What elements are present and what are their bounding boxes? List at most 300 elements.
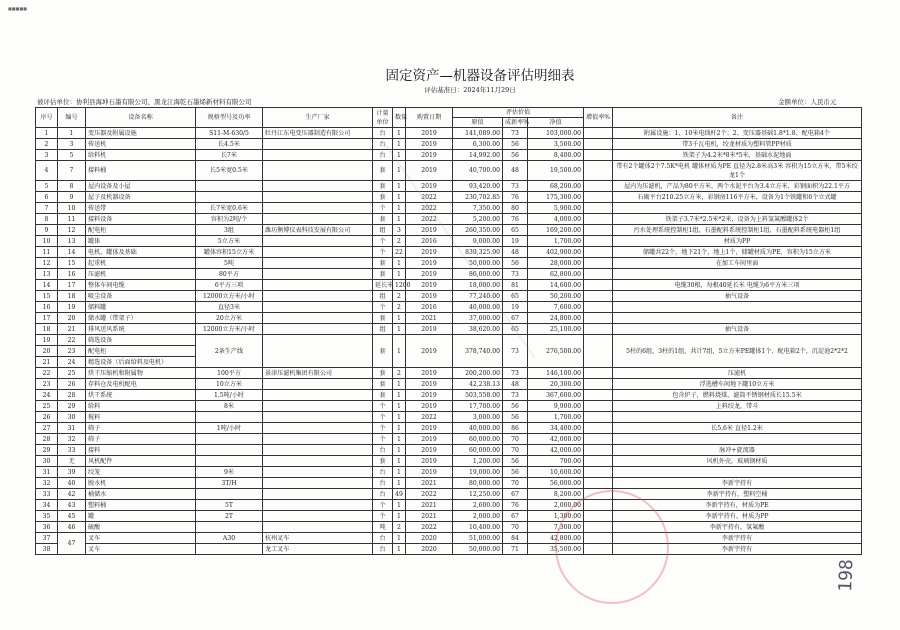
cell-seq: 26	[36, 412, 58, 423]
cell-original-value: 9,000.00	[453, 236, 503, 247]
header-maker: 生产厂家	[263, 108, 373, 128]
cell-date: 2021	[406, 313, 453, 324]
cell-name: 脱水机	[86, 478, 196, 489]
cell-code: 39	[58, 467, 86, 478]
cell-newness-rate: 48	[503, 161, 528, 181]
cell-maker	[263, 236, 373, 247]
cell-unit: 个	[373, 247, 393, 258]
cell-original-value: 40,700.00	[453, 161, 503, 181]
cell-remark: 电缆30根，每根40延长米 电缆为6平方米三项	[613, 280, 862, 291]
cell-name: 罐体	[86, 236, 196, 247]
cell-increase-rate	[584, 390, 613, 401]
cell-newness-rate: 76	[503, 214, 528, 225]
cell-original-value: 2,600.00	[453, 500, 503, 511]
cell-remark	[613, 467, 862, 478]
cell-date: 2022	[406, 203, 453, 214]
cell-remark: 储罐共22个，地下21个，地上1个，储罐材质为PE，容积为15立方米	[613, 247, 862, 258]
cell-remark: 上料绞龙，带斗	[613, 401, 862, 412]
cell-newness-rate: 70	[503, 445, 528, 456]
cell-net-value: 4,000.00	[528, 214, 584, 225]
cell-code: 33	[58, 445, 86, 456]
cell-code: 43	[58, 500, 86, 511]
cell-newness-rate: 67	[503, 511, 528, 522]
cell-increase-rate	[584, 368, 613, 379]
cell-original-value: 50,000.00	[453, 544, 503, 555]
cell-seq: 15	[36, 291, 58, 302]
cell-date: 2019	[406, 379, 453, 390]
cell-name: 罐	[86, 511, 196, 522]
table-row	[36, 302, 862, 313]
table-row	[36, 401, 862, 412]
cell-qty: 1	[393, 214, 406, 225]
cell-name: 风机配件	[86, 456, 196, 467]
cell-unit: 套	[373, 368, 393, 379]
cell-newness-rate: 76	[503, 192, 528, 203]
cell-code: 25	[58, 368, 86, 379]
cell-unit: 台	[373, 544, 393, 555]
cell-qty: 1	[393, 456, 406, 467]
header-increase-rate: 增值率%	[584, 108, 613, 128]
cell-code: 15	[58, 258, 86, 269]
cell-unit: 个	[373, 500, 393, 511]
cell-spec: 长7米	[196, 150, 263, 161]
cell-unit: 台	[373, 489, 393, 500]
cell-net-value: 367,600.00	[528, 390, 584, 401]
cell-original-value: 7,350.00	[453, 203, 503, 214]
cell-date: 2022	[406, 192, 453, 203]
cell-name: 筛子	[86, 434, 196, 445]
cell-original-value: 503,558.00	[453, 390, 503, 401]
cell-newness-rate: 73	[503, 269, 528, 280]
cell-unit: 台	[373, 139, 393, 150]
cell-increase-rate	[584, 467, 613, 478]
cell-code: 3	[58, 139, 86, 150]
cell-spec: 12000立方米/小时	[196, 291, 263, 302]
cell-increase-rate	[584, 335, 613, 368]
cell-spec: 1吨/小时	[196, 423, 263, 434]
table-row	[36, 161, 862, 181]
red-seal-stamp	[555, 490, 669, 604]
cell-spec	[196, 445, 263, 456]
table-row	[36, 324, 862, 335]
cell-spec	[196, 434, 263, 445]
cell-newness-rate: 56	[503, 150, 528, 161]
cell-remark: 李新宇持有	[613, 533, 862, 544]
cell-qty: 2	[393, 236, 406, 247]
cell-remark: 李新宇持有，塑料空桶	[613, 489, 862, 500]
cell-date: 2016	[406, 236, 453, 247]
cell-code: 19	[58, 302, 86, 313]
cell-newness-rate: 70	[503, 522, 528, 533]
cell-net-value: 28,000.00	[528, 258, 584, 269]
cell-maker	[263, 192, 373, 203]
cell-spec: 1.5吨/小时	[196, 390, 263, 401]
table-row	[36, 412, 862, 423]
cell-qty: 1	[393, 269, 406, 280]
cell-net-value: 2,000.00	[528, 500, 584, 511]
cell-increase-rate	[584, 324, 613, 335]
cell-code: 17	[58, 280, 86, 291]
cell-net-value: 42,000.00	[528, 445, 584, 456]
cell-net-value: 9,900.00	[528, 401, 584, 412]
cell-date: 2019	[406, 128, 453, 139]
cell-date: 2019	[406, 324, 453, 335]
cell-seq: 20	[36, 346, 58, 357]
cell-code: 5	[58, 150, 86, 161]
cell-unit: 套	[373, 161, 393, 181]
cell-net-value: 7,300.00	[528, 522, 584, 533]
cell-name: 筛子	[86, 423, 196, 434]
header-value-group: 评估价值	[453, 108, 584, 118]
cell-date: 2019	[406, 390, 453, 401]
cell-code: 42	[58, 489, 86, 500]
cell-date: 2019	[406, 269, 453, 280]
cell-increase-rate	[584, 269, 613, 280]
cell-qty: 1	[393, 139, 406, 150]
cell-newness-rate: 76	[503, 500, 528, 511]
table-row	[36, 280, 862, 291]
cell-seq: 32	[36, 478, 58, 489]
cell-remark: 5柱的6组，3柱的1组，共计7组，5立方米PE罐体1个、配电箱2个，沉淀池2*2*2	[613, 335, 862, 368]
cell-maker	[263, 434, 373, 445]
cell-original-value: 37,000.00	[453, 313, 503, 324]
cell-newness-rate: 70	[503, 434, 528, 445]
cell-spec: 6平方三项	[196, 280, 263, 291]
table-row	[36, 533, 862, 544]
cell-net-value: 25,100.00	[528, 324, 584, 335]
table-row	[36, 456, 862, 467]
cell-remark: 在加工车间里面	[613, 258, 862, 269]
cell-unit: 台	[373, 445, 393, 456]
cell-seq: 21	[36, 357, 58, 368]
cell-qty: 1	[393, 313, 406, 324]
cell-newness-rate: 73	[503, 128, 528, 139]
cell-unit: 个	[373, 423, 393, 434]
cell-increase-rate	[584, 478, 613, 489]
cell-net-value: 50,200.00	[528, 291, 584, 302]
cell-remark	[613, 434, 862, 445]
cell-unit: 个	[373, 401, 393, 412]
cell-unit: 套	[373, 456, 393, 467]
cell-date: 2021	[406, 500, 453, 511]
cell-code: 9	[58, 192, 86, 203]
cell-increase-rate	[584, 280, 613, 291]
cell-name: 硫酸	[86, 522, 196, 533]
cell-remark	[613, 302, 862, 313]
cell-increase-rate	[584, 139, 613, 150]
cell-qty: 1	[393, 445, 406, 456]
cell-maker	[263, 456, 373, 467]
cell-remark: 附属设施：1、10米电线杆2个；2、变压器基础1.8*1.8、配电箱4个	[613, 128, 862, 139]
cell-date: 2019	[406, 247, 453, 258]
cell-date: 2019	[406, 423, 453, 434]
cell-code: 14	[58, 247, 86, 258]
cell-newness-rate: 73	[503, 390, 528, 401]
cell-qty: 1	[393, 181, 406, 192]
cell-seq: 36	[36, 522, 58, 533]
cell-unit: 组	[373, 291, 393, 302]
header-qty: 数量	[393, 108, 406, 128]
cell-maker	[263, 302, 373, 313]
table-row	[36, 313, 862, 324]
cell-spec: 罐体容积15立方米	[196, 247, 263, 258]
cell-name: 筛选设备	[86, 335, 196, 346]
cell-seq: 19	[36, 335, 58, 346]
cell-date: 2019	[406, 401, 453, 412]
cell-spec: 3T/H	[196, 478, 263, 489]
cell-remark: 李新宇持有，材质为PE	[613, 500, 862, 511]
cell-original-value: 378,740.00	[453, 335, 503, 368]
cell-remark: 李新宇持有，氢氟酸	[613, 522, 862, 533]
cell-seq: 13	[36, 269, 58, 280]
cell-newness-rate: 56	[503, 467, 528, 478]
cell-seq: 11	[36, 247, 58, 258]
cell-net-value: 42,800.00	[528, 533, 584, 544]
cell-qty: 1	[393, 335, 406, 368]
cell-original-value: 2,000.00	[453, 511, 503, 522]
cell-spec	[196, 412, 263, 423]
cell-name: 传送机	[86, 139, 196, 150]
cell-code: 11	[58, 214, 86, 225]
cell-code: 8	[58, 181, 86, 192]
cell-net-value: 62,800.00	[528, 269, 584, 280]
cell-original-value: 230,702.85	[453, 192, 503, 203]
cell-increase-rate	[584, 214, 613, 225]
cell-remark: 污水处理系统控制柜1组，石墨配料系统控制柜1组，石墨配料系统电器柜1组	[613, 225, 862, 236]
cell-qty: 2	[393, 302, 406, 313]
cell-increase-rate	[584, 258, 613, 269]
cell-date: 2019	[406, 445, 453, 456]
header-seq: 序号	[36, 108, 58, 128]
cell-unit: 套	[373, 335, 393, 368]
table-row	[36, 489, 862, 500]
table-row	[36, 214, 862, 225]
cell-maker	[263, 150, 373, 161]
cell-newness-rate: 19	[503, 236, 528, 247]
cell-spec: 5立方米	[196, 236, 263, 247]
cell-newness-rate: 67	[503, 489, 528, 500]
cell-maker	[263, 390, 373, 401]
handwritten-page-number: 198	[835, 558, 858, 593]
cell-original-value: 260,350.00	[453, 225, 503, 236]
cell-remark: 长5.6米 直径1.2米	[613, 423, 862, 434]
cell-unit: 个	[373, 203, 393, 214]
cell-newness-rate: 86	[503, 423, 528, 434]
cell-qty: 1	[393, 434, 406, 445]
cell-increase-rate	[584, 302, 613, 313]
cell-remark: 抽气设备	[613, 291, 862, 302]
cell-seq: 29	[36, 445, 58, 456]
cell-net-value: 175,300.00	[528, 192, 584, 203]
cell-date: 2022	[406, 489, 453, 500]
cell-newness-rate: 56	[503, 139, 528, 150]
cell-increase-rate	[584, 434, 613, 445]
cell-newness-rate: 65	[503, 225, 528, 236]
cell-qty: 1	[393, 500, 406, 511]
cell-spec	[196, 489, 263, 500]
cell-qty: 1	[393, 478, 406, 489]
cell-original-value: 200,200.00	[453, 368, 503, 379]
cell-name: 变压器及附属设施	[86, 128, 196, 139]
cell-spec: 2条生产线	[196, 335, 263, 368]
cell-maker	[263, 181, 373, 192]
cell-original-value: 40,000.00	[453, 423, 503, 434]
cell-code: 24	[58, 357, 86, 368]
cell-increase-rate	[584, 150, 613, 161]
cell-name: 屋子及机器设备	[86, 192, 196, 203]
cell-qty: 1	[393, 324, 406, 335]
cell-maker	[263, 214, 373, 225]
cell-name: 叉车	[86, 544, 196, 555]
cell-maker	[263, 139, 373, 150]
cell-code: 21	[58, 324, 86, 335]
cell-code: 22	[58, 335, 86, 346]
cell-seq: 28	[36, 434, 58, 445]
cell-date: 2021	[406, 478, 453, 489]
cell-unit: 台	[373, 467, 393, 478]
cell-qty: 2	[393, 291, 406, 302]
cell-seq: 17	[36, 313, 58, 324]
cell-qty: 1	[393, 412, 406, 423]
cell-remark: 脉冲+旋流器	[613, 445, 862, 456]
cell-spec	[196, 522, 263, 533]
cell-remark	[613, 313, 862, 324]
cell-date: 2019	[406, 150, 453, 161]
cell-remark: 铁架子3.7米*2.5米*2米，设备为上料氢氟酸罐体2个	[613, 214, 862, 225]
cell-remark	[613, 269, 862, 280]
cell-qty: 1	[393, 533, 406, 544]
table-row	[36, 192, 862, 203]
cell-qty: 22	[393, 247, 406, 258]
header-net-value: 净值	[528, 118, 584, 128]
cell-unit: 套	[373, 181, 393, 192]
cell-remark: 抽气设备	[613, 324, 862, 335]
cell-remark: 材质为PP	[613, 236, 862, 247]
header-newness-rate: 成新率%	[503, 118, 528, 128]
cell-net-value: 42,000.00	[528, 434, 584, 445]
cell-seq: 6	[36, 192, 58, 203]
cell-name: 排风送风系统	[86, 324, 196, 335]
cell-spec: 3组	[196, 225, 263, 236]
cell-seq: 5	[36, 181, 58, 192]
cell-original-value: 40,000.00	[453, 302, 503, 313]
cell-newness-rate: 48	[503, 247, 528, 258]
cell-name: 精选设备（后面给料及电机）	[86, 357, 196, 368]
cell-seq: 37	[36, 533, 58, 544]
cell-unit: 套	[373, 379, 393, 390]
cell-date: 2020	[406, 533, 453, 544]
cell-name: 起重机	[86, 258, 196, 269]
cell-code: 20	[58, 313, 86, 324]
cell-original-value: 18,000.00	[453, 280, 503, 291]
cell-original-value: 93,420.00	[453, 181, 503, 192]
cell-net-value: 8,400.00	[528, 150, 584, 161]
table-row	[36, 390, 862, 401]
cell-net-value: 5,900.00	[528, 203, 584, 214]
cell-net-value: 24,800.00	[528, 313, 584, 324]
table-row	[36, 203, 862, 214]
cell-date: 2019	[406, 161, 453, 181]
table-row	[36, 368, 862, 379]
cell-maker	[263, 379, 373, 390]
cell-qty: 1	[393, 423, 406, 434]
cell-qty: 1	[393, 128, 406, 139]
cell-date: 2019	[406, 368, 453, 379]
cell-newness-rate: 65	[503, 291, 528, 302]
cell-remark: 石砌平台210.25立方米，彩钢房116平方米，设备为1个铁罐和6个立式罐	[613, 192, 862, 203]
cell-name: 存料仓及电机配电	[86, 379, 196, 390]
cell-maker	[263, 489, 373, 500]
cell-increase-rate	[584, 247, 613, 258]
cell-net-value: 19,500.00	[528, 161, 584, 181]
cell-date: 2019	[406, 225, 453, 236]
cell-qty: 1	[393, 544, 406, 555]
cell-unit: 套	[373, 269, 393, 280]
cell-spec: 长4.5米	[196, 139, 263, 150]
cell-spec: 5吨	[196, 258, 263, 269]
cell-qty: 1200	[393, 280, 406, 291]
cell-net-value: 169,200.00	[528, 225, 584, 236]
cell-increase-rate	[584, 128, 613, 139]
cell-increase-rate	[584, 401, 613, 412]
cell-maker	[263, 522, 373, 533]
cell-seq: 23	[36, 379, 58, 390]
cell-maker	[263, 478, 373, 489]
cell-seq: 31	[36, 467, 58, 478]
cell-qty: 1	[393, 511, 406, 522]
cell-code: 45	[58, 511, 86, 522]
cell-name: 整体车间电缆	[86, 280, 196, 291]
cell-unit: 台	[373, 128, 393, 139]
table-row	[36, 467, 862, 478]
cell-date: 2019	[406, 181, 453, 192]
table-row	[36, 478, 862, 489]
header-code: 编号	[58, 108, 86, 128]
cell-maker: 龙工叉车	[263, 544, 373, 555]
cell-seq: 30	[36, 456, 58, 467]
cell-net-value: 7,600.00	[528, 302, 584, 313]
cell-original-value: 141,089.00	[453, 128, 503, 139]
cell-date: 2019	[406, 258, 453, 269]
cell-remark	[613, 203, 862, 214]
table-row	[36, 423, 862, 434]
table-row	[36, 181, 862, 192]
cell-maker	[263, 423, 373, 434]
cell-original-value: 19,000.00	[453, 467, 503, 478]
cell-code: 30	[58, 412, 86, 423]
cell-spec	[196, 181, 263, 192]
cell-code: 32	[58, 434, 86, 445]
cell-newness-rate: 56	[503, 412, 528, 423]
cell-spec	[196, 456, 263, 467]
cell-original-value: 12,250.00	[453, 489, 503, 500]
cell-newness-rate: 56	[503, 456, 528, 467]
cell-maker: 杭州叉车	[263, 533, 373, 544]
cell-net-value: 10,600.00	[528, 467, 584, 478]
header-unit: 计量单位	[373, 108, 393, 128]
cell-date: 2019	[406, 456, 453, 467]
cell-remark: 压滤机	[613, 368, 862, 379]
table-row	[36, 511, 862, 522]
table-row	[36, 379, 862, 390]
cell-unit: 延长米	[373, 280, 393, 291]
cell-date: 2019	[406, 467, 453, 478]
page-corner-mark: ■■■■■	[8, 6, 27, 11]
cell-name: 吸尘设备	[86, 291, 196, 302]
cell-code: 29	[58, 401, 86, 412]
cell-increase-rate	[584, 456, 613, 467]
cell-spec: 2T	[196, 511, 263, 522]
